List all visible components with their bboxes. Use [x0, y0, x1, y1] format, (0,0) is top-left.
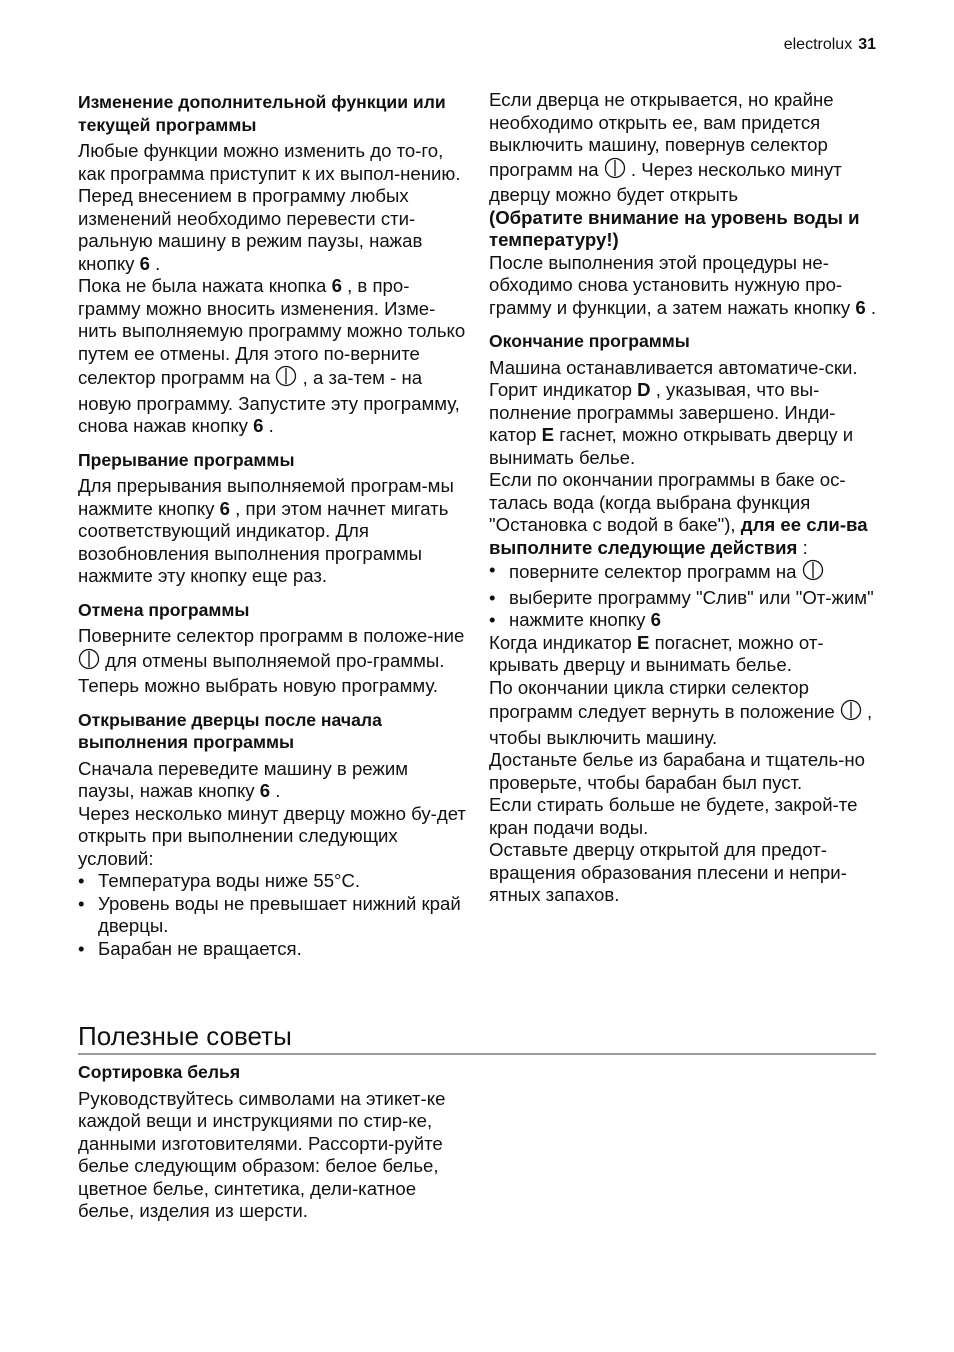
- list-item: • нажмите кнопку 6: [489, 609, 879, 632]
- paragraph: Если по окончании программы в баке ос-талась вода (когда выбрана функция "Остановка с водой в баке"), для ее сли-ва выполните следующие действия :: [489, 469, 868, 558]
- paragraph: Через несколько минут дверцу можно бу-дет открыть при выполнении следующих условий:: [78, 802, 466, 869]
- paragraph: Когда индикатор E погаснет, можно от-крывать дверцу и вынимать белье.: [489, 631, 824, 675]
- list-item: • Барабан не вращается.: [78, 938, 468, 961]
- brand-name: electrolux: [783, 36, 853, 53]
- paragraph: Перед внесением в программу любых изменений необходимо перевести сти-ральную машину в режим паузы, нажав кнопку 6 .: [78, 185, 423, 274]
- heading-cancel-program: Отмена программы: [78, 599, 250, 620]
- heading-end-program: Окончание программы: [489, 331, 690, 351]
- section-title-useful-tips: Полезные советы: [78, 1020, 876, 1055]
- drain-steps-list: [489, 559, 879, 632]
- tips-column: [78, 1061, 468, 1223]
- list-item: • Уровень воды не превышает нижний край дверцы.: [78, 893, 468, 938]
- list-item: • выберите программу "Слив" или "От-жим": [489, 587, 879, 610]
- list-item: • Температура воды ниже 55°C.: [78, 870, 468, 893]
- paragraph: Поверните селектор программ в положе-ние для отмены выполняемой про-граммы. Теперь можно выбрать новую программу.: [78, 625, 465, 696]
- right-column: [489, 89, 879, 907]
- list-item: • поверните селектор программ на: [489, 559, 879, 587]
- left-column: [78, 91, 468, 960]
- heading-interrupt-program: Прерывание программы: [78, 449, 295, 470]
- paragraph: По окончании цикла стирки селектор программ следует вернуть в положение , чтобы выключить машину.: [489, 676, 873, 748]
- heading-change-program: Изменение дополнительной функции или текущей программы: [78, 92, 446, 135]
- paragraph: Оставьте дверцу открытой для предот-вращения образования плесени и непри-ятных запахов.: [489, 839, 847, 905]
- paragraph: Для прерывания выполняемой програм-мы нажмите кнопку 6 , при этом начнет мигать соответствующий индикатор. Для возобновления выполнения программы нажмите эту кнопку еще раз.: [78, 475, 454, 586]
- paragraph: Горит индикатор D , указывая, что вы-полнение программы завершено. Инди-катор E гаснет, можно открывать дверцу и вынимать белье.: [489, 379, 854, 468]
- door-conditions-list: [78, 870, 468, 960]
- paragraph: После выполнения этой процедуры не-обходимо снова установить нужную про-грамму и функции, а затем нажать кнопку 6 .: [489, 251, 877, 318]
- paragraph: Достаньте белье из барабана и тщатель-но проверьте, чтобы барабан был пуст.: [489, 749, 865, 793]
- paragraph: Если стирать больше не будете, закрой-те кран подачи воды.: [489, 794, 858, 838]
- page-number: 31: [858, 36, 876, 53]
- paragraph: Если дверца не открывается, но крайне необходимо открыть ее, вам придется выключить машину, повернув селектор программ на . Через несколько минут дверцу можно будет открыть: [489, 89, 842, 205]
- power-off-icon: [275, 365, 297, 393]
- heading-open-door: Открывание дверцы после начала выполнения программы: [78, 709, 382, 752]
- paragraph: Любые функции можно изменить до то-го, как программа приступит к их выпол-нению.: [78, 140, 461, 184]
- warning-text: (Обратите внимание на уровень воды и температуру!): [489, 206, 860, 250]
- page-header: [784, 36, 876, 54]
- paragraph: Пока не была нажата кнопка 6 , в про-грамму можно вносить изменения. Изме-нить выполняемую программу можно только путем ее отмены. Для этого по-верните селектор программ на , а за-тем - на новую программу. Запустите эту программу, снова нажав кнопку 6 .: [78, 275, 466, 436]
- heading-sorting: Сортировка белья: [78, 1062, 241, 1082]
- power-off-icon: [802, 559, 824, 587]
- paragraph: Руководствуйтесь символами на этикет-ке каждой вещи и инструкциями по стир-ке, данными изготовителями. Рассорти-руйте белье следующим образом: белое белье, цветное белье, синтетика, дели-катное белье, изделия из шерсти.: [78, 1087, 446, 1221]
- power-off-icon: [840, 699, 862, 727]
- power-off-icon: [78, 648, 100, 676]
- paragraph: Машина останавливается автоматиче-ски.: [489, 356, 858, 378]
- power-off-icon: [604, 157, 626, 185]
- paragraph: Сначала переведите машину в режим паузы, нажав кнопку 6 .: [78, 757, 409, 801]
